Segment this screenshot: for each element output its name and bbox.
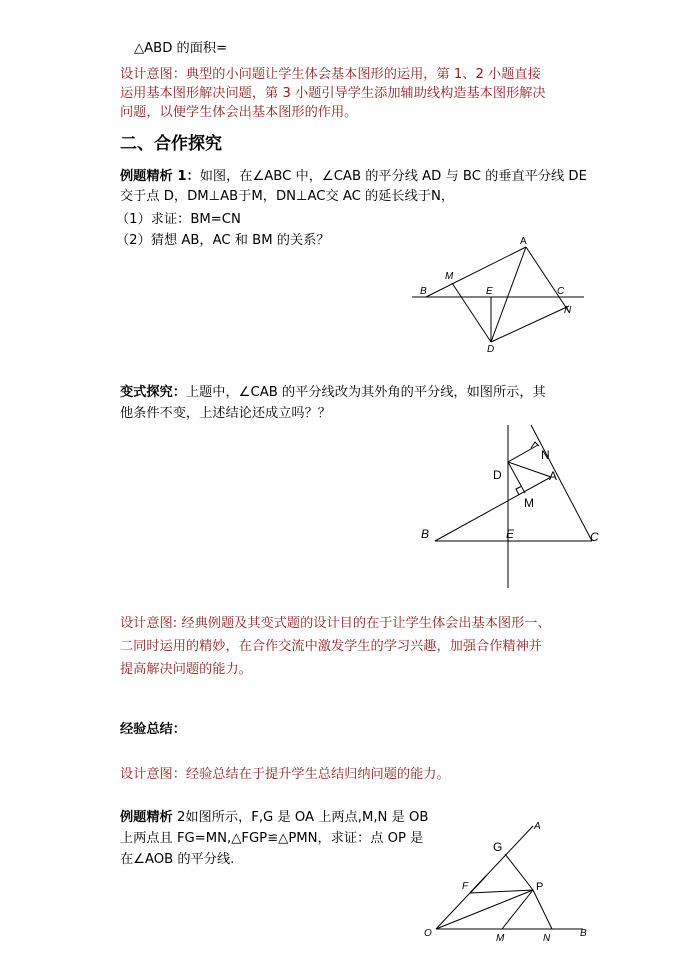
example1-question2: （2）猜想 AB，AC 和 BM 的关系？ bbox=[116, 233, 330, 248]
intent1-line1: 设计意图：典型的小问题让学生体会基本图形的运用，第 1、2 小题直接 bbox=[120, 67, 541, 82]
line-ba bbox=[426, 247, 526, 297]
fig2-label-b: B bbox=[421, 527, 430, 541]
intent2-line3: 提高解决问题的能力。 bbox=[120, 662, 252, 677]
example2-line2: 上两点且 FG=MN,△FGP≌△PMN，求证：点 OP 是 bbox=[120, 831, 424, 846]
variant-text: 上题中，∠CAB 的平分线改为其外角的平分线，如图所示，其 bbox=[185, 385, 546, 400]
line-ba bbox=[435, 477, 551, 541]
fig2-label-e: E bbox=[506, 527, 515, 541]
line-ad bbox=[491, 247, 526, 342]
fig1-label-b: B bbox=[420, 286, 427, 297]
fig3-label-g: G bbox=[493, 840, 503, 854]
area-question-line: △ABD 的面积= bbox=[134, 41, 228, 56]
line-op bbox=[436, 890, 533, 929]
line-dn bbox=[508, 445, 538, 462]
fig2-label-n: N bbox=[541, 448, 550, 462]
example1-question1: （1）求证：BM=CN bbox=[116, 212, 241, 227]
line-nc bbox=[531, 425, 592, 541]
example2-line3: 在∠AOB 的平分线. bbox=[120, 852, 235, 867]
variant-label: 变式探究： bbox=[120, 385, 186, 400]
line-np bbox=[533, 890, 552, 929]
line-da bbox=[508, 462, 551, 477]
intent2-line1: 设计意图: 经典例题及其变式题的设计目的在于让学生体会出基本图形一、 bbox=[120, 616, 551, 631]
example1-label: 例题精析 1： bbox=[120, 169, 200, 184]
example2-label: 例题精析 bbox=[120, 810, 173, 825]
line-gp bbox=[505, 854, 533, 890]
fig1-label-a: A bbox=[520, 236, 527, 247]
line-dn bbox=[491, 306, 569, 342]
fig3-label-f: F bbox=[462, 881, 469, 892]
line-mp bbox=[502, 890, 533, 929]
segment-fg bbox=[470, 876, 486, 893]
section-title: 二、合作探究 bbox=[120, 134, 222, 154]
fig3-label-m: M bbox=[496, 933, 505, 944]
fig1-label-m: M bbox=[445, 271, 454, 282]
line-dm bbox=[452, 283, 491, 342]
example1-text: 如图，在∠ABC 中，∠CAB 的平分线 AD 与 BC 的垂直平分线 DE bbox=[199, 169, 587, 184]
intent1-line3: 问题，以便学生体会出基本图形的作用。 bbox=[120, 105, 358, 120]
right-angle-m bbox=[516, 486, 522, 495]
fig1-label-c: C bbox=[557, 286, 565, 297]
variant-line1 bbox=[120, 383, 546, 403]
example2-text: 2如图所示，F,G 是 OA 上两点,M,N 是 OB bbox=[172, 810, 429, 825]
example1-line2: 交于点 D，DM⊥AB于M，DN⊥AC交 AC 的延长线于N， bbox=[120, 189, 455, 204]
summary-title: 经验总结： bbox=[120, 722, 186, 737]
fig3-label-a: A bbox=[534, 821, 541, 832]
fig1-label-e: E bbox=[486, 286, 493, 297]
example1-line1 bbox=[120, 167, 587, 187]
fig3-label-b: B bbox=[580, 928, 587, 939]
variant-line2: 他条件不变，上述结论还成立吗？？ bbox=[120, 406, 331, 421]
intent3-line: 设计意图：经验总结在于提升学生总结归纳问题的能力。 bbox=[120, 767, 450, 782]
intent1-line2: 运用基本图形解决问题，第 3 小题引导学生添加辅助线构造基本图形解决 bbox=[120, 86, 546, 101]
fig3-label-o: O bbox=[424, 928, 432, 939]
fig2-label-c: C bbox=[590, 530, 599, 544]
fig3-label-p: P bbox=[536, 881, 544, 893]
line-dm bbox=[508, 462, 525, 493]
line-fp bbox=[470, 890, 533, 893]
fig2-label-a: A bbox=[549, 469, 558, 483]
intent2-line2: 二同时运用的精妙，在合作交流中激发学生的学习兴趣，加强合作精神并 bbox=[120, 639, 542, 654]
fig3-label-n: N bbox=[543, 933, 551, 944]
fig1-label-n: N bbox=[564, 305, 572, 316]
right-angle-n bbox=[531, 442, 539, 448]
fig2-label-d: D bbox=[493, 468, 502, 482]
fig2-label-m: M bbox=[524, 496, 534, 510]
fig1-label-d: D bbox=[487, 344, 495, 355]
ray-oa bbox=[436, 826, 533, 929]
line-ac-ext bbox=[526, 247, 569, 312]
example2-line1 bbox=[120, 808, 428, 828]
